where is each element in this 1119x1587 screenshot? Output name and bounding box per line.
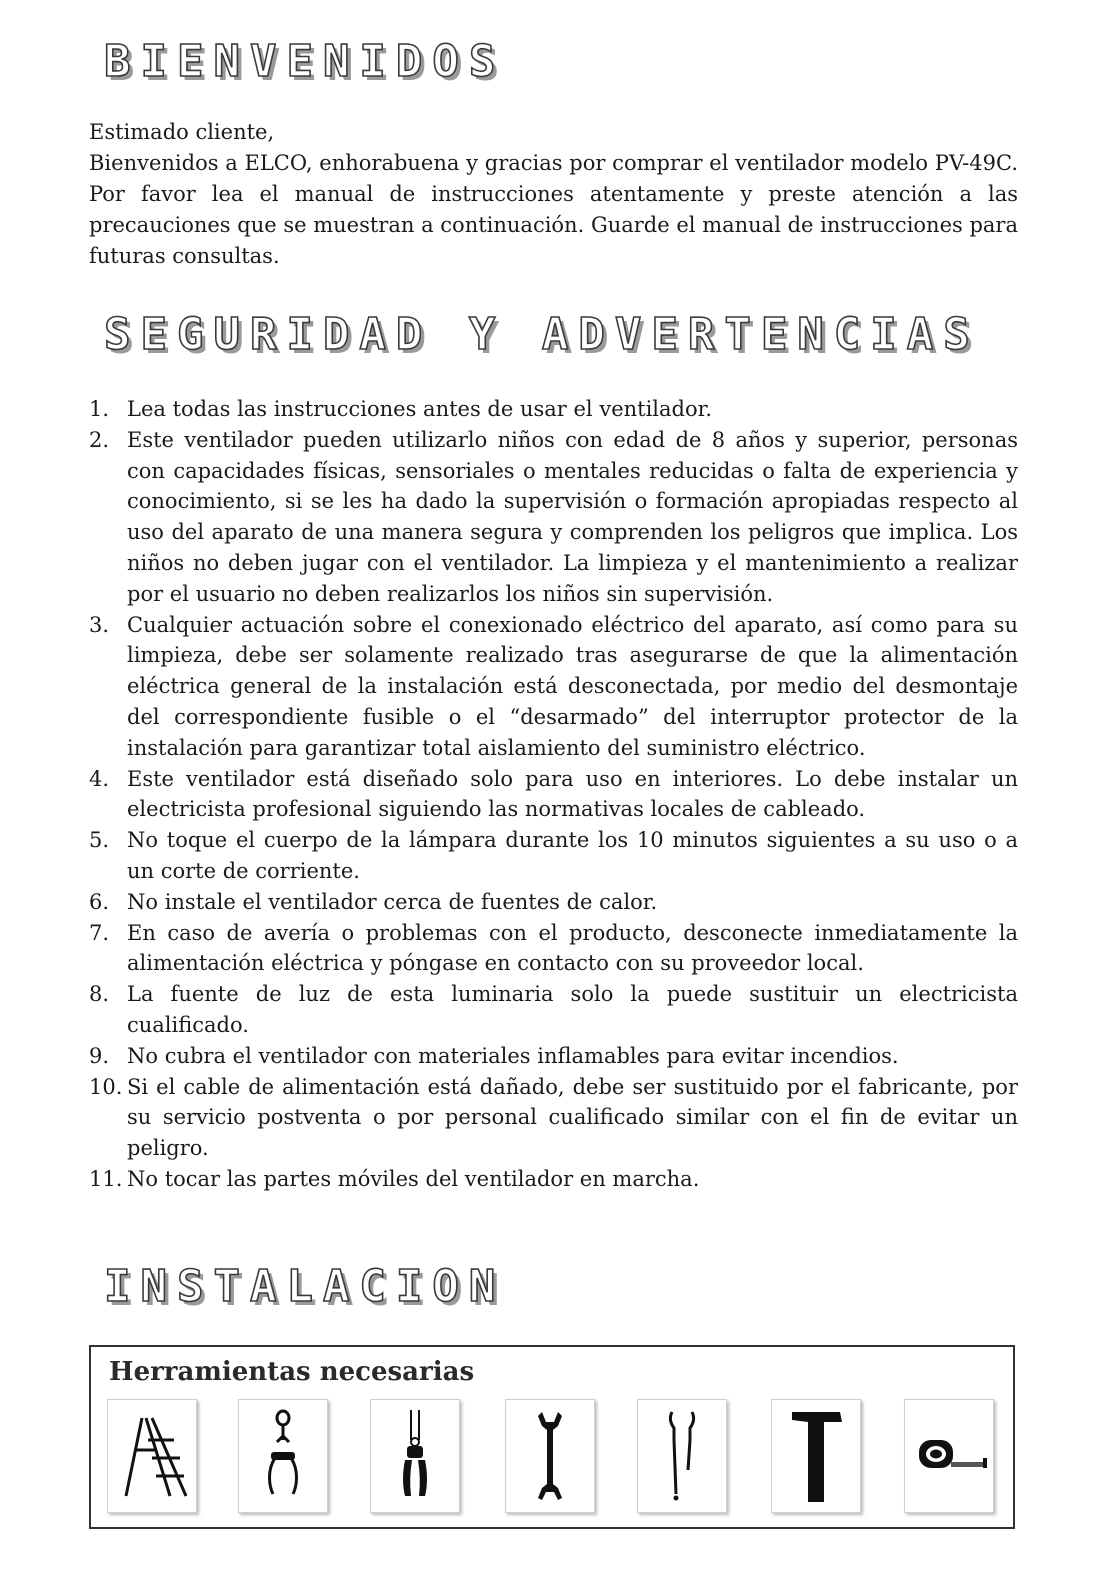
warning-text: La fuente de luz de esta luminaria solo la puede sustituir un electricista cualificado. [127,982,1018,1037]
warning-item [89,979,1018,1041]
intro-text [89,117,1018,272]
tools-box [89,1345,1015,1529]
warning-number: 11. [89,1166,123,1191]
installation-heading: INSTALACION [104,1261,506,1312]
warning-number: 1. [89,397,110,421]
pliers-icon [370,1399,460,1513]
warning-text: Este ventilador está diseñado solo para uso en interiores. Lo debe instalar un electricista profesional siguiendo las normativas locales de cableado. [127,766,1018,822]
tools-title: Herramientas necesarias [109,1357,475,1387]
warning-item [89,1072,1018,1164]
tool-row [107,1399,999,1519]
warning-text: Si el cable de alimentación está dañado, debe ser sustituido por el fabricante, por su servicio postventa o por personal cualificado similar con el fin de evitar un peligro. [127,1074,1018,1161]
greeting: Estimado cliente, [89,120,275,144]
warning-number: 10. [89,1074,123,1099]
warning-number: 2. [89,427,110,452]
warning-item [89,394,1018,425]
warning-number: 4. [89,766,110,791]
warning-item [89,887,1018,918]
wrench-icon [505,1399,595,1513]
warning-number: 6. [89,889,110,914]
warning-text: Lea todas las instrucciones antes de usar el ventilador. [127,397,713,421]
wire-stripper-icon [238,1399,328,1513]
ladder-icon [107,1399,197,1513]
warning-text: No cubra el ventilador con materiales inflamables para evitar incendios. [127,1043,899,1068]
warning-text: Este ventilador pueden utilizarlo niños con edad de 8 años y superior, personas con capacidades físicas, sensoriales o mentales reducidas o falta de experiencia y conocimiento, si se les ha dado la supervisión o formación apropiadas respecto al uso del aparato de una manera segura y comprenden los peligros que implica. Los niños no deben jugar con el ventilador. La limpieza y el mantenimiento a realizar por el usuario no deben realizarlos los niños sin supervisión. [127,427,1018,606]
warning-item [89,918,1018,980]
warning-item [89,764,1018,826]
warning-number: 3. [89,612,110,637]
warnings-list [89,394,1018,1195]
warning-text: Cualquier actuación sobre el conexionado eléctrico del aparato, así como para su limpieza, debe ser solamente realizado tras asegurarse de que la alimentación eléctrica general de la instalación está desconectada, por medio del desmontaje del correspondiente fusible o el “desarmado” del interruptor protector de la instalación para garantizar total aislamiento del suministro eléctrico. [127,612,1018,760]
warning-text: En caso de avería o problemas con el producto, desconecte inmediatamente la alimentación eléctrica y póngase en contacto con su proveedor local. [127,920,1018,976]
warning-item [89,825,1018,887]
welcome-heading: BIENVENIDOS [104,36,506,87]
intro-body: Bienvenidos a ELCO, enhorabuena y gracias por comprar el ventilador modelo PV-49C. Por favor lea el manual de instrucciones atentamente y preste atención a las precauciones que se muestran a continuación. Guarde el manual de instrucciones para futuras consultas. [89,151,1018,268]
warning-text: No tocar las partes móviles del ventilador en marcha. [127,1166,700,1191]
warning-item [89,425,1018,610]
warning-item [89,610,1018,764]
tape-measure-icon [904,1399,994,1513]
warning-number: 8. [89,982,110,1007]
warning-number: 7. [89,920,110,945]
safety-heading: SEGURIDAD Y ADVERTENCIAS [104,309,980,360]
warning-text: No instale el ventilador cerca de fuentes de calor. [127,889,658,914]
warning-item [89,1041,1018,1072]
warning-item [89,1164,1018,1195]
warning-number: 5. [89,828,110,853]
warning-text: No toque el cuerpo de la lámpara durante los 10 minutos siguientes a su uso o a un corte de corriente. [127,828,1018,883]
hammer-icon [771,1399,861,1513]
warning-number: 9. [89,1043,110,1068]
screwdriver-icon [637,1399,727,1513]
